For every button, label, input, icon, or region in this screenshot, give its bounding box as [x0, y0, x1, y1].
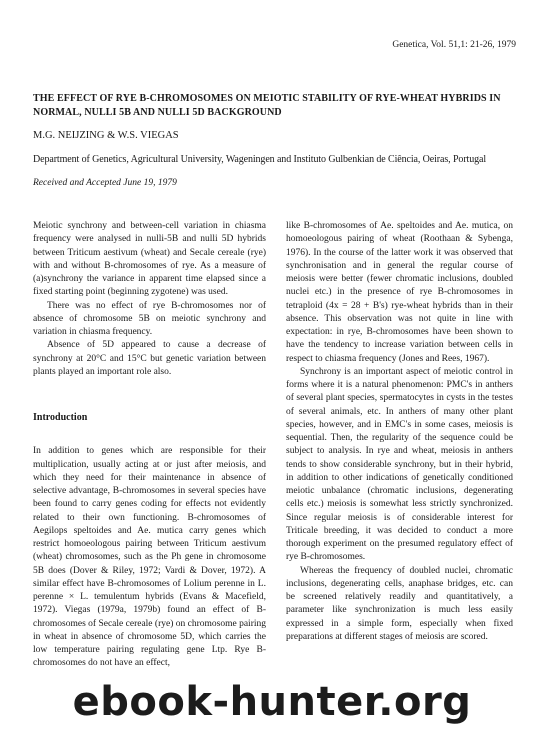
abstract-paragraph: There was no effect of rye B-chromosomes nor of absence of chromosome 5B on meiotic synchrony and variation in chiasma frequency.: [33, 300, 266, 337]
journal-reference: Genetica, Vol. 51,1: 21-26, 1979: [392, 40, 516, 50]
section-heading-introduction: Introduction: [33, 412, 88, 423]
right-column: [286, 220, 513, 644]
abstract-paragraph: Absence of 5D appeared to cause a decrease of synchrony at 20°C and 15°C but genetic variation between plants played an important role also.: [33, 340, 266, 377]
author-affiliation: Department of Genetics, Agricultural University, Wageningen and Instituto Gulbenkian de Ciência, Oeiras, Portugal: [33, 154, 487, 165]
abstract-paragraph: Meiotic synchrony and between-cell variation in chiasma frequency were analysed in nulli-5B and nulli 5D hybrids between Triticum aestivum (wheat) and Secale cereale (rye) with and without B-chromosomes of rye. As a measure of (a)synchrony the variance in apparent time elapsed since a fixed starting point (beginning zygotene) was used.: [33, 221, 266, 298]
body-paragraph: Synchrony is an important aspect of meiotic control in forms where it is a natural phenomenon: PMC's in anthers of several plant species, spermatocytes in cysts in the testes of several animals, etc. In anthers of many other plant species, however, and in EMC's in some cases, meiosis is sequential. Then, the regularity of the sequence could be subject to analysis. In rye and wheat, meiosis in anthers tends to show considerable synchrony, but in their hybrid, in addition to other indications of genetically conditioned meiotic unbalance (chromatic inclusions, degenerating cells etc.) meiosis is somewhat less strictly synchronized. Since regular meiosis is of considerable interest for Triticale breeding, it was decided to conduct a more thorough experiment on the presumed regulatory effect of rye B-chromosomes.: [286, 366, 513, 563]
received-date: Received and Accepted June 19, 1979: [33, 178, 177, 188]
body-paragraph: like B-chromosomes of Ae. speltoides and Ae. mutica, on homoeologous pairing of wheat (Roothaan & Sybenga, 1976). In the course of the latter work it was observed that synchronisation and in general the regular course of meiosis were better (fewer chromatic inclusions, doubled nuclei etc.) in the presence of rye B-chromosomes in tetraploid (4x = 28 + B's) rye-wheat hybrids than in their absence. This observation was not quite in line with expectation: in rye, B-chromosomes have been shown to have the tendency to increase variation between cells in respect to chiasma frequency (Jones and Rees, 1967).: [286, 221, 513, 364]
introduction-paragraph: In addition to genes which are responsible for their multiplication, usually acting at or just after meiosis, and which they need for their maintenance in absence of selective advantage, B-chromosomes in several species have been found to carry genes coding for effects not evidently related to their own functioning. B-chromosomes of Aegilops speltoides and Ae. mutica carry genes which restrict homoeologous pairing between Triticum aestivum (wheat) chromosomes, such as the Ph gene in chromosome 5B does (Dover & Riley, 1972; Vardi & Dover, 1972). A similar effect have B-chromosomes of Lolium perenne in L. perenne × L. temulentum hybrids (Evans & Macefield, 1972). Viegas (1979a, 1979b) found an effect of B-chromosomes of Secale cereale (rye) on chromosome pairing in wheat in absence of chromosome 5D, which carries the low temperature pairing regulating gene Ltp. Rye B-chromosomes do not have an effect,: [33, 446, 266, 669]
left-column: [33, 220, 266, 671]
article-title: THE EFFECT OF RYE B-CHROMOSOMES ON MEIOTIC STABILITY OF RYE-WHEAT HYBRIDS IN NORMAL, NULLI 5B AND NULLI 5D BACKGROUND: [33, 93, 501, 118]
watermark-link[interactable]: ebook-hunter.org: [72, 679, 472, 725]
body-paragraph: Whereas the frequency of doubled nuclei, chromatic inclusions, degenerating cells, anaphase bridges, etc. can be screened relatively readily and quantitatively, a parameter like synchronization is much less easily expressed in a simple form, especially when fixed preparations at different stages of meiosis are scored.: [286, 565, 513, 642]
article-authors: M.G. NEIJZING & W.S. VIEGAS: [33, 130, 179, 141]
